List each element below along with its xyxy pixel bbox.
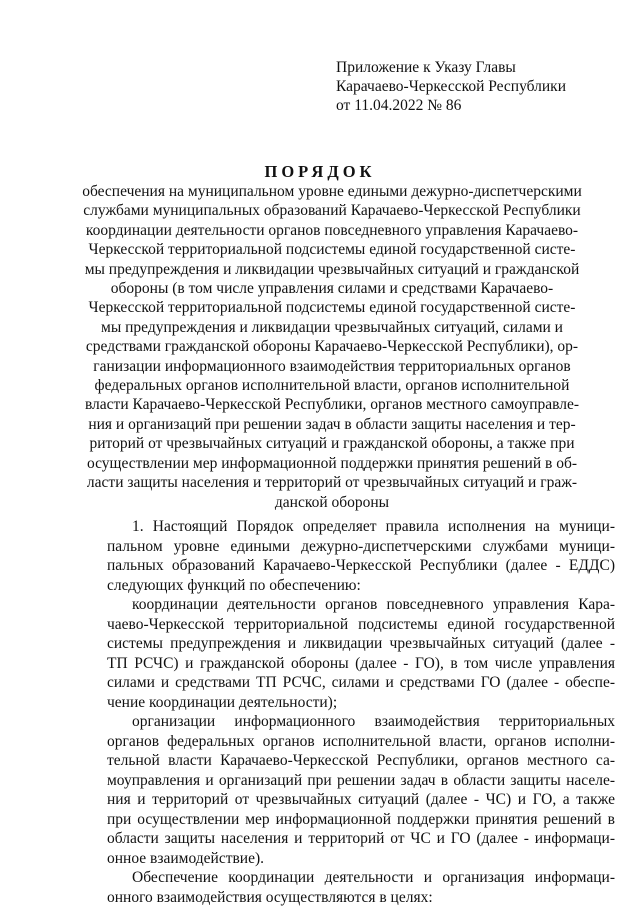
body-line: системы предупреждения и ликвидации чрезвычайных ситуаций (далее -	[107, 634, 615, 654]
subtitle-line: координации деятельности органов повседневного управления Карачаево-	[72, 221, 592, 240]
subtitle-line: средствами гражданской обороны Карачаево-Черкесской Республики), ор-	[72, 337, 592, 356]
subtitle-line: обеспечения на муниципальном уровне едиными дежурно-диспетчерскими	[72, 182, 592, 201]
body-line: силами и средствами ТП РСЧС, силами и средствами ГО (далее - обеспе-	[107, 673, 615, 693]
subtitle-line: риторий от чрезвычайных ситуаций и гражданской обороны, а также при	[72, 434, 592, 453]
body-line: следующих функций по обеспечению:	[107, 576, 615, 596]
body-line: ТП РСЧС) и гражданской обороны (далее - ГО), в том числе управления	[107, 654, 615, 674]
body-line: тельной власти Карачаево-Черкесской Республики, органов местного са-	[107, 751, 615, 771]
subtitle-line: службами муниципальных образований Карачаево-Черкесской Республики	[72, 201, 592, 220]
subtitle-line: мы предупреждения и ликвидации чрезвычайных ситуаций и гражданской	[72, 260, 592, 279]
body-line: моуправления и организаций при решении задач в области защиты населе-	[107, 771, 615, 791]
document-title: ПОРЯДОК	[0, 162, 640, 182]
subtitle-line: федеральных органов исполнительной власти, органов исполнительной	[72, 376, 592, 395]
body-line: органов федеральных органов исполнительной власти, органов исполни-	[107, 732, 615, 752]
subtitle-line: обороны (в том числе управления силами и средствами Карачаево-	[72, 279, 592, 298]
document-body	[107, 517, 615, 907]
body-line: ния и территорий от чрезвычайных ситуаций (далее - ЧС) и ГО, а также	[107, 790, 615, 810]
body-line: онное взаимодействие).	[107, 849, 615, 869]
subtitle-line: данской обороны	[72, 493, 592, 512]
subtitle-line: Черкесской территориальной подсистемы единой государственной систе-	[72, 240, 592, 259]
body-line: Обеспечение координации деятельности и организация информаци-	[132, 868, 615, 888]
body-line: онного взаимодействия осуществляются в целях:	[107, 888, 615, 907]
document-subtitle	[72, 182, 592, 512]
body-line: области защиты населения и территорий от ЧС и ГО (далее - информаци-	[107, 829, 615, 849]
body-line: чение координации деятельности);	[107, 693, 615, 713]
subtitle-line: ласти защиты населения и территорий от чрезвычайных ситуаций и граж-	[72, 473, 592, 492]
subtitle-line: ния и организаций при решении задач в области защиты населения и тер-	[72, 415, 592, 434]
body-line: при осуществлении мер информационной поддержки принятия решений в	[107, 810, 615, 830]
subtitle-line: власти Карачаево-Черкесской Республики, органов местного самоуправле-	[72, 395, 592, 414]
appendix-line: Приложение к Указу Главы	[336, 58, 566, 77]
subtitle-line: Черкесской территориальной подсистемы единой государственной систе-	[72, 298, 592, 317]
body-line: 1. Настоящий Порядок определяет правила исполнения на муници-	[132, 517, 615, 537]
subtitle-line: мы предупреждения и ликвидации чрезвычайных ситуаций, силами и	[72, 318, 592, 337]
body-line: пальном уровне едиными дежурно-диспетчерскими службами муници-	[107, 537, 615, 557]
body-line: пальных образований Карачаево-Черкесской Республики (далее - ЕДДС)	[107, 556, 615, 576]
body-line: организации информационного взаимодействия территориальных	[132, 712, 615, 732]
subtitle-line: ганизации информационного взаимодействия территориальных органов	[72, 357, 592, 376]
body-line: координации деятельности органов повседневного управления Кара-	[132, 595, 615, 615]
subtitle-line: осуществлении мер информационной поддержки принятия решений в об-	[72, 454, 592, 473]
body-line: чаево-Черкесской территориальной подсистемы единой государственной	[107, 615, 615, 635]
appendix-header	[336, 58, 566, 115]
appendix-line: от 11.04.2022 № 86	[336, 96, 566, 115]
appendix-line: Карачаево-Черкесской Республики	[336, 77, 566, 96]
